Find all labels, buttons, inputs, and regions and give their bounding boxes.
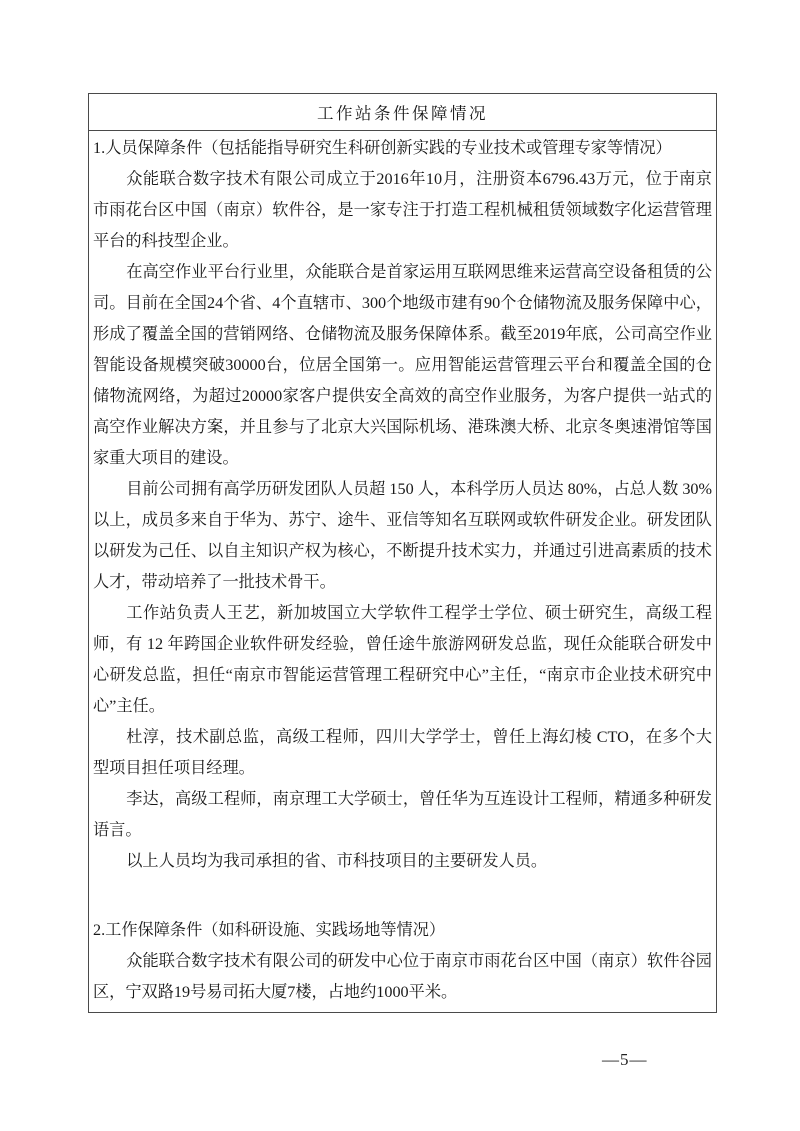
paragraph: 目前公司拥有高学历研发团队人员超 150 人，本科学历人员达 80%，占总人数 30%以上，成员多来自于华为、苏宁、途牛、亚信等知名互联网或软件研发企业。研发团队以研发为己任、以自主知识产权为核心，不断提升技术实力，并通过引进高素质的技术人才，带动培养了一批技术骨干。 — [93, 480, 712, 591]
paragraph: 李达，高级工程师，南京理工大学硕士，曾任华为互连设计工程师，精通多种研发语言。 — [93, 790, 712, 839]
table-body-cell — [89, 131, 716, 1012]
paragraph: 以上人员均为我司承担的省、市科技项目的主要研发人员。 — [126, 852, 548, 870]
page-number: —5— — [602, 1050, 648, 1069]
paragraph: 工作站负责人王艺，新加坡国立大学软件工程学士学位、硕士研究生，高级工程师，有 12 年跨国企业软件研发经验，曾任途牛旅游网研发总监，现任众能联合研发中心研发总监，担任“南京市智能运营管理工程研究中心”主任，“南京市企业技术研究中心”主任。 — [93, 604, 712, 715]
paragraph: 众能联合数字技术有限公司的研发中心位于南京市雨花台区中国（南京）软件谷园区，宁双路19号易司拓大厦7楼，占地约1000平米。 — [93, 952, 712, 1001]
paragraph: 杜淳，技术副总监，高级工程师，四川大学学士，曾任上海幻棱 CTO，在多个大型项目担任项目经理。 — [93, 728, 712, 777]
section1-heading: 1.人员保障条件（包括能指导研究生科研创新实践的专业技术或管理专家等情况） — [93, 139, 672, 157]
form-table — [88, 93, 717, 1013]
paragraph: 众能联合数字技术有限公司成立于2016年10月，注册资本6796.43万元，位于南京市雨花台区中国（南京）软件谷，是一家专注于打造工程机械租赁领域数字化运营管理平台的科技型企业。 — [93, 170, 712, 250]
paragraph: 在高空作业平台行业里，众能联合是首家运用互联网思维来运营高空设备租赁的公司。目前在全国24个省、4个直辖市、300个地级市建有90个仓储物流及服务保障中心，形成了覆盖全国的营销网络、仓储物流及服务保障体系。截至2019年底，公司高空作业智能设备规模突破30000台，位居全国第一。应用智能运营管理云平台和覆盖全国的仓储物流网络，为超过20000家客户提供安全高效的高空作业服务，为客户提供一站式的高空作业解决方案，并且参与了北京大兴国际机场、港珠澳大桥、北京冬奥速滑馆等国家重大项目的建设。 — [93, 263, 712, 467]
table-title: 工作站条件保障情况 — [89, 94, 716, 131]
section2-heading: 2.工作保障条件（如科研设施、实践场地等情况） — [93, 921, 446, 939]
